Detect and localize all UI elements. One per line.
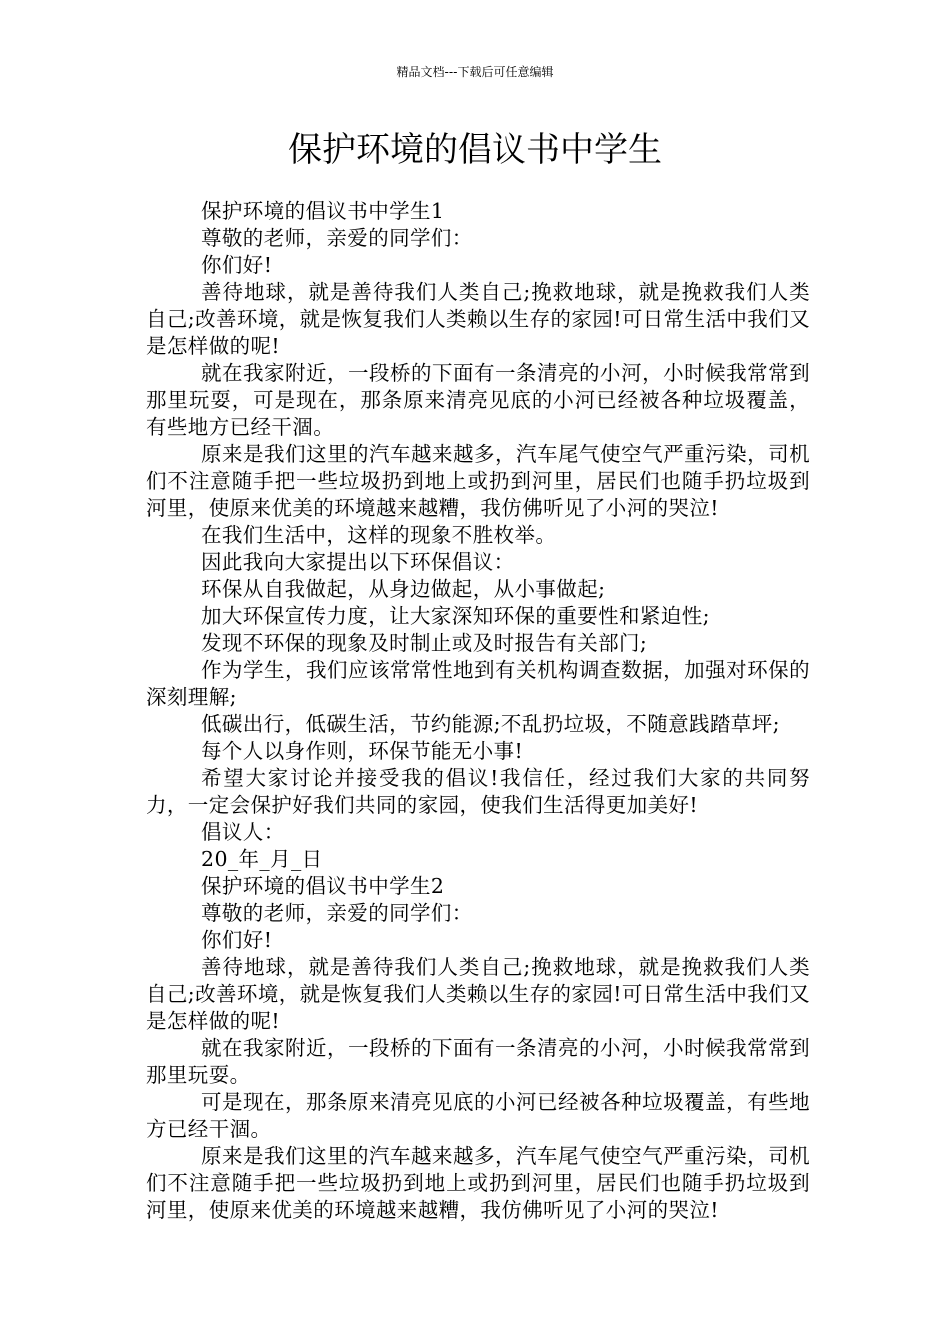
document-title: 保护环境的倡议书中学生 <box>288 130 662 170</box>
paragraph: 就在我家附近，一段桥的下面有一条清亮的小河，小时候我常常到那里玩耍。 <box>146 1036 810 1087</box>
paragraph: 善待地球，就是善待我们人类自己;挽救地球，就是挽救我们人类自己;改善环境，就是恢复我们人类赖以生存的家园!可日常生活中我们又是怎样做的呢! <box>146 280 810 358</box>
paragraph: 加大环保宣传力度，让大家深知环保的重要性和紧迫性; <box>201 604 710 628</box>
paragraph: 倡议人： <box>201 820 285 844</box>
paragraph: 发现不环保的现象及时制止或及时报告有关部门; <box>201 631 648 655</box>
paragraph: 希望大家讨论并接受我的倡议!我信任，经过我们大家的共同努力，一定会保护好我们共同的家园，使我们生活得更加美好! <box>146 766 810 817</box>
document-body <box>146 198 810 1224</box>
paragraph: 善待地球，就是善待我们人类自己;挽救地球，就是挽救我们人类自己;改善环境，就是恢复我们人类赖以生存的家园!可日常生活中我们又是怎样做的呢! <box>146 955 810 1033</box>
paragraph: 你们好! <box>201 253 273 277</box>
paragraph: 因此我向大家提出以下环保倡议： <box>201 550 515 574</box>
paragraph: 尊敬的老师，亲爱的同学们： <box>201 901 473 925</box>
paragraph: 保护环境的倡议书中学生1 <box>201 199 445 223</box>
paragraph: 可是现在，那条原来清亮见底的小河已经被各种垃圾覆盖，有些地方已经干涸。 <box>146 1090 810 1141</box>
paragraph: 保护环境的倡议书中学生2 <box>201 874 445 898</box>
paragraph: 低碳出行，低碳生活，节约能源;不乱扔垃圾，不随意践踏草坪; <box>201 712 780 736</box>
paragraph: 你们好! <box>201 928 273 952</box>
paragraph: 在我们生活中，这样的现象不胜枚举。 <box>201 523 557 547</box>
paragraph: 尊敬的老师，亲爱的同学们： <box>201 226 473 250</box>
paragraph: 就在我家附近，一段桥的下面有一条清亮的小河，小时候我常常到那里玩耍，可是现在，那条原来清亮见底的小河已经被各种垃圾覆盖，有些地方已经干涸。 <box>146 361 810 439</box>
paragraph: 原来是我们这里的汽车越来越多，汽车尾气使空气严重污染，司机们不注意随手把一些垃圾扔到地上或扔到河里，居民们也随手扔垃圾到河里，使原来优美的环境越来越糟，我仿佛听见了小河的哭泣! <box>146 442 810 520</box>
paragraph: 每个人以身作则，环保节能无小事! <box>201 739 524 763</box>
paragraph: 20_年_月_日 <box>201 847 323 871</box>
paragraph: 原来是我们这里的汽车越来越多，汽车尾气使空气严重污染，司机们不注意随手把一些垃圾扔到地上或扔到河里，居民们也随手扔垃圾到河里，使原来优美的环境越来越糟，我仿佛听见了小河的哭泣! <box>146 1144 810 1222</box>
header-note: 精品文档---下载后可任意编辑 <box>396 65 554 79</box>
paragraph: 环保从自我做起，从身边做起，从小事做起; <box>201 577 606 601</box>
paragraph: 作为学生，我们应该常常性地到有关机构调查数据，加强对环保的深刻理解; <box>146 658 810 709</box>
